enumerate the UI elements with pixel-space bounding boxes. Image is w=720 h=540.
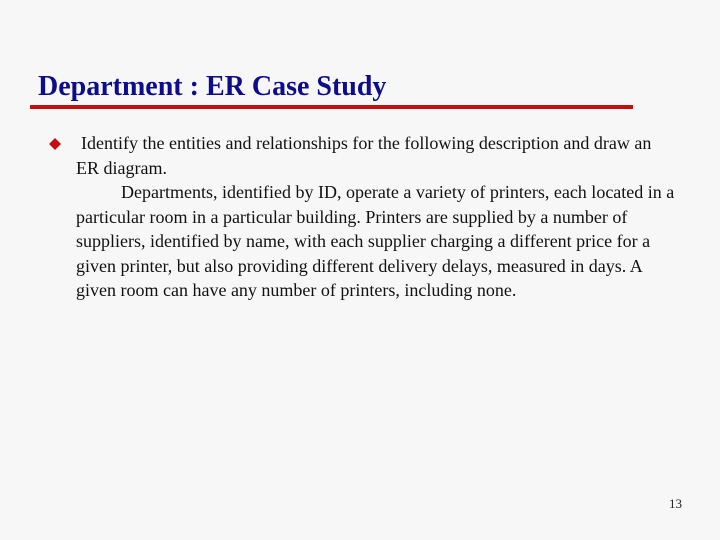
slide-title: Department : ER Case Study (38, 71, 387, 102)
slide-body (76, 131, 676, 303)
page-number: 13 (669, 496, 682, 511)
diamond-bullet-icon (49, 138, 61, 150)
title-underline (30, 105, 633, 109)
intro-text: Identify the entities and relationships for the following description and draw an ER diagram. (76, 133, 652, 178)
case-description: Departments, identified by ID, operate a variety of printers, each located in a particular room in a particular building. Printers are supplied by a number of suppliers, identified by name, with each supplier charging a different price for a given printer, but also providing different delivery delays, measured in days. A given room can have any number of printers, including none. (76, 182, 675, 300)
